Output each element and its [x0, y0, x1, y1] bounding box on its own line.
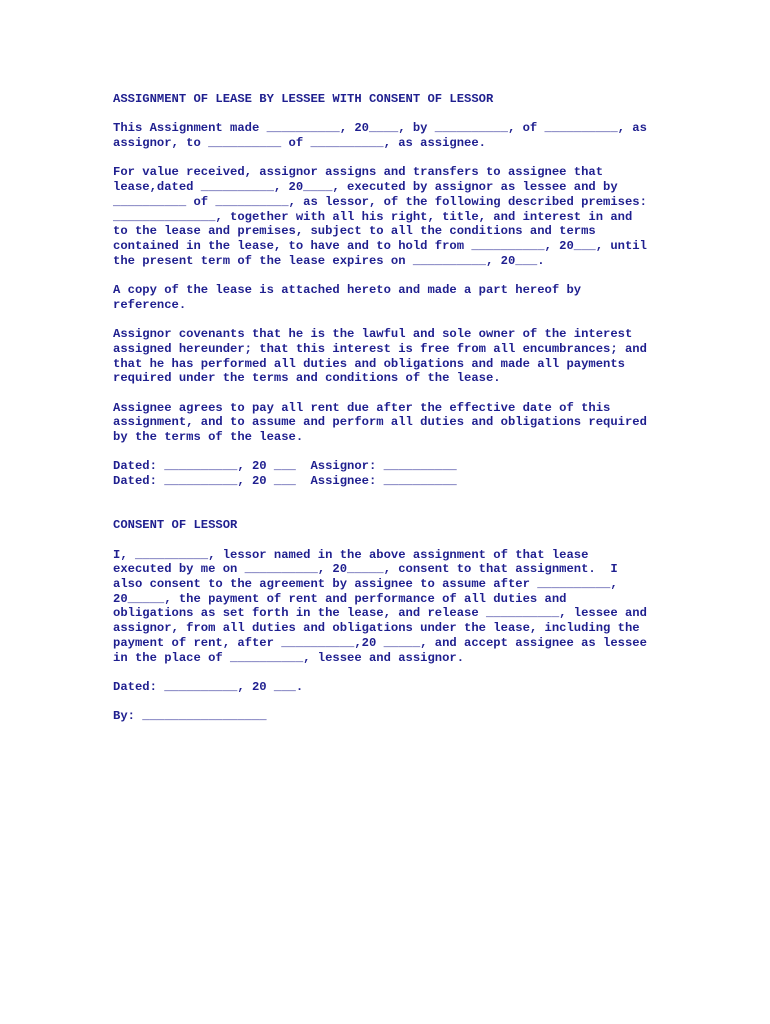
by-signature-line: By: _________________	[113, 709, 267, 724]
section-spacer	[113, 504, 693, 519]
lease-copy-paragraph: A copy of the lease is attached hereto and made a part hereof by reference.	[113, 283, 582, 312]
transfer-paragraph: For value received, assignor assigns and transfers to assignee that lease,dated __________, 20____, executed by assignor as lessee and by __________ of __________, as lessor, of the following described premises: ______________, together with all his right, title, and interest in and to the lease and premises, subject to all the conditions and terms contained in the lease, to have and to hold from __________, 20___, until the present term of the lease expires on __________, 20___.	[113, 165, 647, 268]
assignment-intro-paragraph: This Assignment made __________, 20____, by __________, of __________, as assignor, to __________ of __________, as assignee.	[113, 121, 647, 151]
consent-dated-line: Dated: __________, 20 ___.	[113, 679, 304, 694]
assignee-agrees-paragraph: Assignee agrees to pay all rent due after the effective date of this assignment, and to assume and perform all duties and obligations required by the terms of the lease.	[113, 400, 647, 445]
document-title: ASSIGNMENT OF LEASE BY LESSEE WITH CONSENT OF LESSOR	[113, 92, 494, 106]
assignor-covenants-paragraph: Assignor covenants that he is the lawful and sole owner of the interest assigned hereunder; that this interest is free from all encumbrances; and that he has performed all duties and obligations and made all payments required under the terms and conditions of the lease.	[113, 327, 647, 386]
signature-dated-lines: Dated: __________, 20 ___ Assignor: __________ Dated: __________, 20 ___ Assignee: __________	[113, 459, 457, 489]
consent-paragraph: I, __________, lessor named in the above assignment of that lease executed by me on __________, 20_____, consent to that assignment. I also consent to the agreement by assignee to assume after __________, 20_____, the payment of rent and performance of all duties and obligations as set forth in the lease, and release __________, lessee and assignor, from all duties and obligations under the lease, including the payment of rent, after __________,20 _____, and accept assignee as lessee in the place of __________, lessee and assignor.	[113, 547, 647, 665]
document-page	[113, 92, 693, 739]
consent-heading: CONSENT OF LESSOR	[113, 518, 238, 533]
